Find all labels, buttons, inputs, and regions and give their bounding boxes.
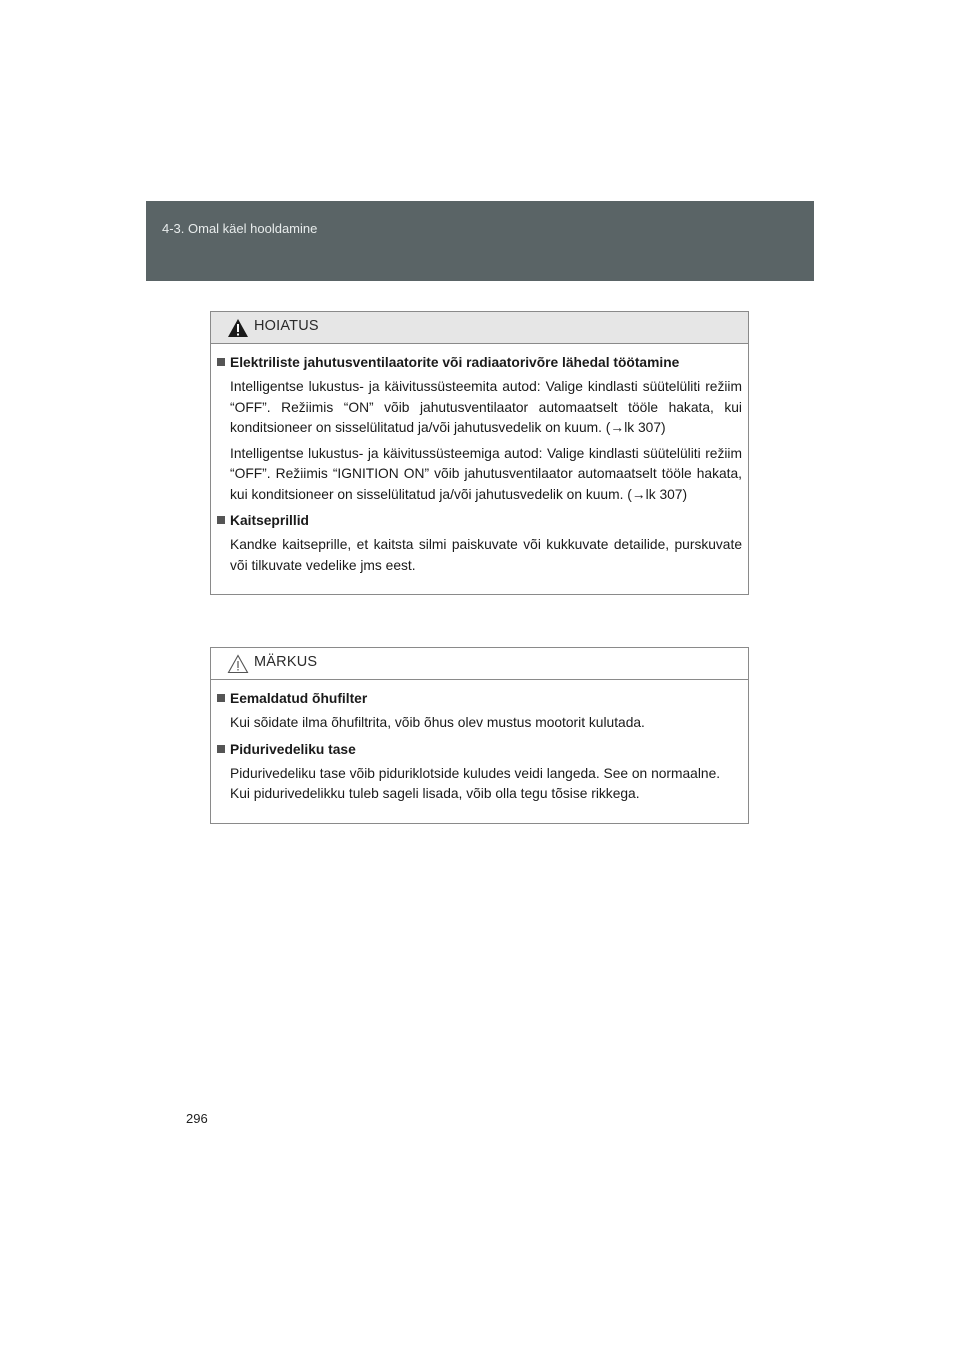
item-paragraph: Kui pidurivedelikku tuleb sageli lisada, võib olla tegu tõsise rikkega.: [230, 786, 640, 801]
warning-header: [211, 312, 748, 344]
notice-item: [217, 740, 742, 805]
notice-box: [210, 647, 749, 824]
bullet-square-icon: [217, 358, 225, 366]
item-paragraph: Kandke kaitseprille, et kaitsta silmi paiskuvate või kukkuvate detailide, purskuvate või tilkuvate vedelike jms eest.: [230, 537, 742, 573]
item-heading: Kaitseprillid: [230, 513, 309, 528]
notice-title: MÄRKUS: [254, 654, 318, 670]
warning-triangle-icon: [227, 318, 249, 338]
warning-title: HOIATUS: [254, 318, 319, 334]
bullet-square-icon: [217, 516, 225, 524]
bullet-square-icon: [217, 694, 225, 702]
item-paragraph: Intelligentse lukustus- ja käivitussüsteemita autod: Valige kindlasti süütelüliti režiim “OFF”. Režiimis “ON” võib jahutusventilaator automaatselt tööle hakata, kui konditsioneer on sisselülitatud ja/või jahutusvedelik on kuum. (→lk 307): [230, 379, 742, 435]
warning-item: [217, 353, 742, 505]
notice-header: [211, 648, 748, 680]
item-paragraph: Intelligentse lukustus- ja käivitussüsteemiga autod: Valige kindlasti süütelüliti režiim “OFF”. Režiimis “IGNITION ON” võib jahutusventilaator automaatselt tööle hakata, kui konditsioneer on sisselülitatud ja/või jahutusvedelik on kuum. (→lk 307): [230, 445, 742, 502]
caution-triangle-icon: [227, 654, 249, 674]
item-heading: Elektriliste jahutusventilaatorite või radiaatorivõre lähedal töötamine: [230, 355, 680, 370]
warning-item: [217, 511, 742, 576]
notice-item: [217, 689, 742, 734]
item-paragraph: Kui sõidate ilma õhufiltrita, võib õhus olev mustus mootorit kulutada.: [230, 715, 645, 730]
section-header-band: [146, 201, 814, 281]
item-heading: Eemaldatud õhufilter: [230, 691, 368, 706]
section-title: 4-3. Omal käel hooldamine: [162, 221, 318, 236]
item-heading: Pidurivedeliku tase: [230, 741, 356, 757]
page-number: 296: [186, 1111, 208, 1126]
item-paragraph: Pidurivedeliku tase võib piduriklotside kuludes veidi langeda. See on normaalne.: [230, 765, 721, 781]
warning-box: [210, 311, 749, 595]
bullet-square-icon: [217, 745, 225, 753]
